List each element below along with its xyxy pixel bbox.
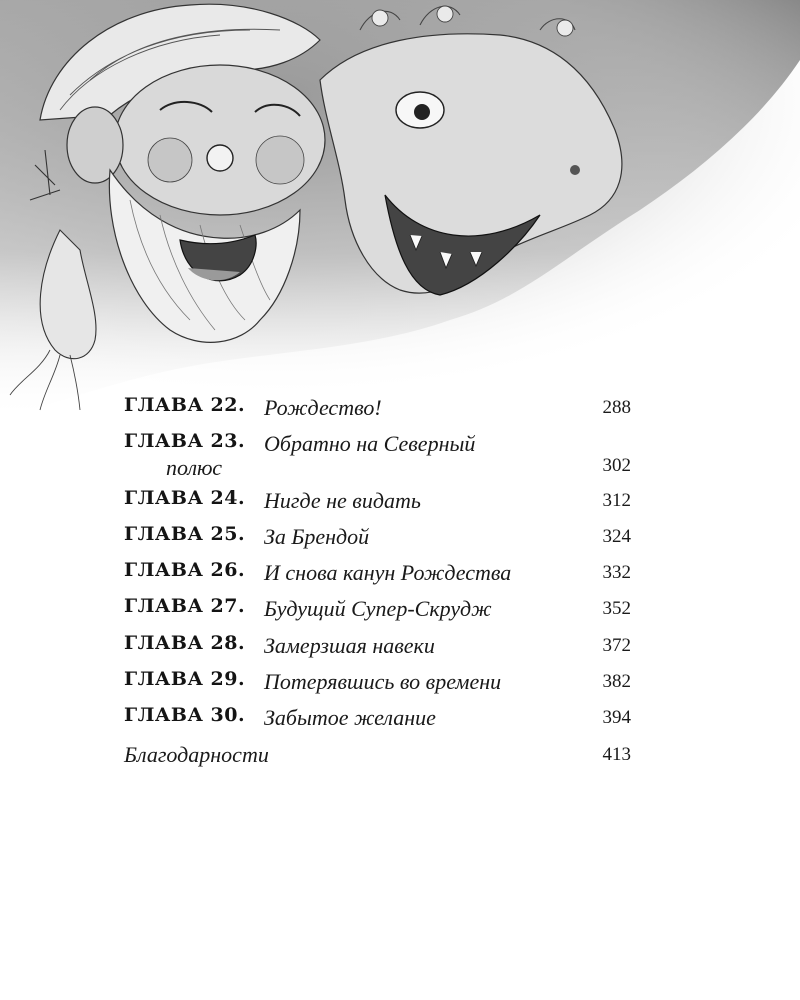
toc-entry-29[interactable]	[0, 668, 800, 704]
toc-entry-25[interactable]	[0, 523, 800, 559]
chapter-title: Нигде не видать	[264, 488, 421, 513]
chapter-label: ГЛАВА 23.	[124, 430, 246, 452]
chapter-label: ГЛАВА 22.	[124, 394, 246, 416]
acknowledgements-title: Благодарности	[124, 742, 269, 767]
page-number: 288	[602, 397, 631, 418]
chapter-label: ГЛАВА 30.	[124, 704, 246, 726]
toc-entry-28[interactable]	[0, 632, 800, 668]
chapter-label: ГЛАВА 25.	[124, 523, 246, 545]
chapter-label: ГЛАВА 24.	[124, 487, 246, 509]
toc-entry-22[interactable]	[0, 394, 800, 430]
toc-entry-27[interactable]	[0, 595, 800, 631]
page-number: 413	[602, 744, 631, 765]
chapter-title: Забытое желание	[264, 705, 436, 730]
page-number: 382	[602, 671, 631, 692]
chapter-title: Замерзшая навеки	[264, 633, 435, 658]
page-number: 352	[602, 598, 631, 619]
page-number: 332	[602, 562, 631, 583]
chapter-title: Потерявшись во времени	[264, 669, 502, 694]
chapter-label: ГЛАВА 28.	[124, 632, 246, 654]
page-number: 324	[602, 526, 631, 547]
toc-entry-acknowledgements[interactable]	[0, 741, 800, 777]
chapter-title: Будущий Супер-Скрудж	[264, 596, 492, 621]
chapter-title: Рождество!	[264, 395, 382, 420]
chapter-title: Обратно на Северный	[264, 431, 476, 456]
chapter-title: И снова канун Рождества	[264, 560, 512, 585]
chapter-label: ГЛАВА 29.	[124, 668, 246, 690]
page-number: 302	[602, 455, 631, 476]
chapter-label: ГЛАВА 26.	[124, 559, 246, 581]
chapter-title-continued: полюс	[166, 455, 223, 480]
toc-entry-26[interactable]	[0, 559, 800, 595]
chapter-label: ГЛАВА 27.	[124, 595, 246, 617]
page-number: 394	[602, 707, 631, 728]
page-number: 312	[602, 490, 631, 511]
chapter-title: За Брендой	[264, 524, 370, 549]
toc-entry-24[interactable]	[0, 487, 800, 523]
page-number: 372	[602, 635, 631, 656]
toc-entry-30[interactable]	[0, 704, 800, 740]
toc-entry-23[interactable]	[0, 430, 800, 482]
